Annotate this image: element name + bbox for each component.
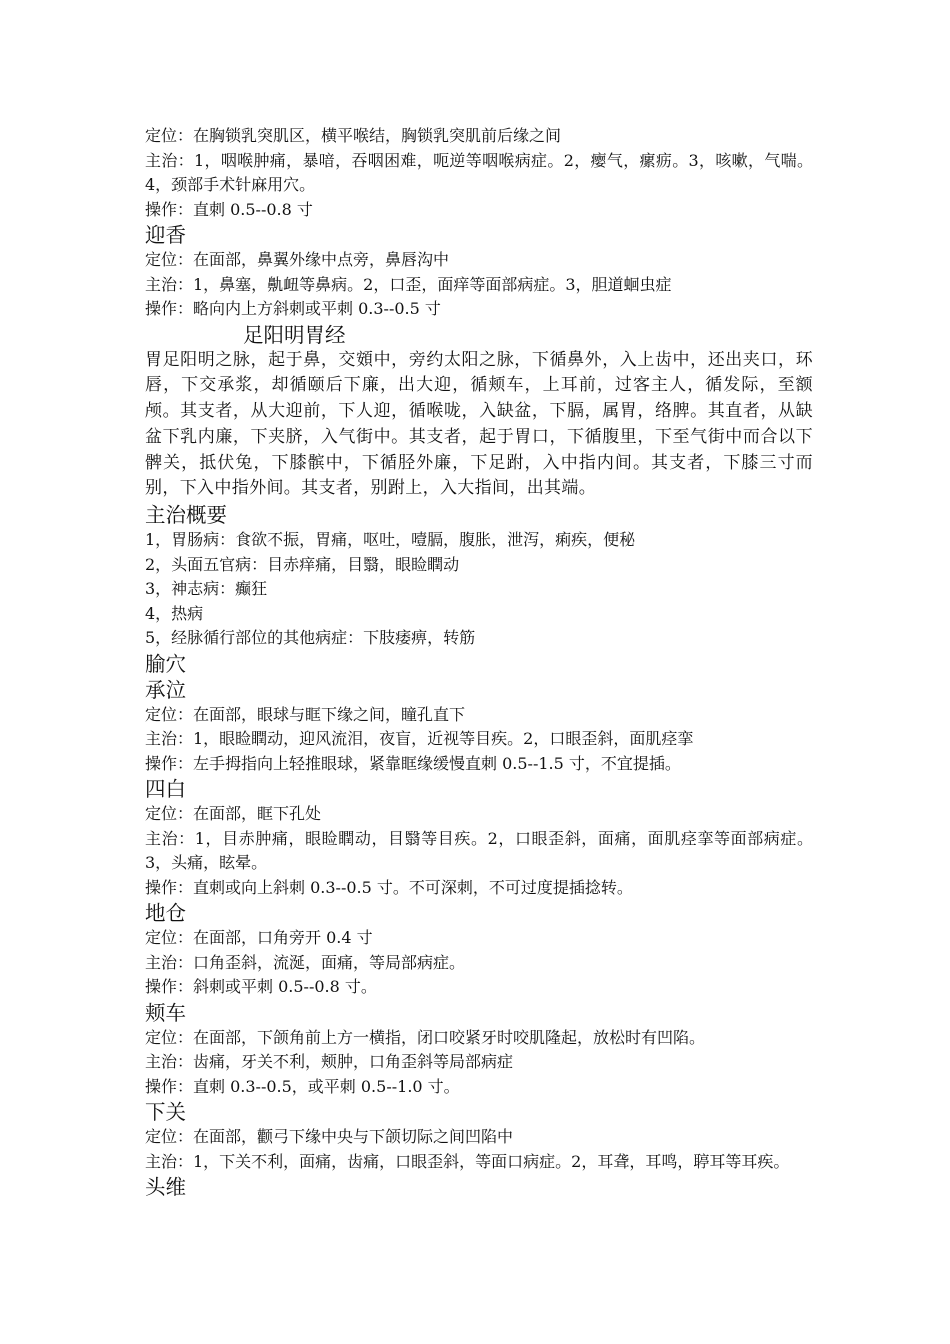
acupoint-title-yingxiang: 迎香 (145, 223, 186, 247)
acupoint-location: 定位：在面部，颧弓下缘中央与下颌切际之间凹陷中 (145, 1127, 514, 1147)
meridian-text: 胃足阳明之脉，起于鼻，交頞中，旁约太阳之脉，下循鼻外，入上齿中，还出夹口，环唇，下交承浆，却循颐后下廉，出大迎，循颊车，上耳前，过客主人，循发际，至额颅。其支者，从大迎前，下人迎，循喉咙，入缺盆，下膈，属胃，络脾。其直者，从缺盆下乳内廉，下夹脐，入气街中。其支者，起于胃口，下循腹里，下至气街中而合以下髀关，抵伏兔，下膝髌中，下循胫外廉，下足跗，入中指内间。其支者，下膝三寸而别，下入中指外间。其支者，别跗上，入大指间，出其端。 (145, 349, 813, 499)
acupoint-title-touwei: 头维 (145, 1175, 186, 1200)
summary-title: 主治概要 (145, 503, 227, 528)
summary-item: 2，头面五官病：目赤痒痛，目翳，眼睑瞤动 (145, 554, 460, 574)
acupoint-operation: 操作：直刺或向上斜刺 0.3--0.5 寸。不可深刺，不可过度提插捻转。 (145, 877, 633, 897)
acupoint-indication: 主治：1，眼睑瞤动，迎风流泪，夜盲，近视等目疾。2，口眼歪斜，面肌痉挛 (145, 729, 694, 749)
summary-item: 4，热病 (145, 603, 204, 623)
acupoint-operation: 操作：左手拇指向上轻推眼球，紧靠眶缘缓慢直刺 0.5--1.5 寸，不宜提插。 (145, 753, 681, 773)
acupoint-location: 定位：在面部，眼球与眶下缘之间，瞳孔直下 (145, 704, 466, 724)
acupoint-indication: 主治：1，鼻塞，鼽衄等鼻病。2，口歪，面痒等面部病症。3，胆道蛔虫症 (145, 274, 672, 294)
acupoint-title-xiaguan: 下关 (145, 1100, 186, 1125)
summary-item: 1，胃肠病：食欲不振，胃痛，呕吐，噎膈，腹胀，泄泻，痢疾，便秘 (145, 530, 636, 550)
acupoint-title-chengqi: 承泣 (145, 677, 186, 702)
acupoint-operation: 操作：略向内上方斜刺或平刺 0.3--0.5 寸 (145, 299, 441, 318)
acupoint-indication: 主治：1，下关不利，面痛，齿痛，口眼歪斜，等面口病症。2，耳聋，耳鸣，聤耳等耳疾。 (145, 1151, 790, 1171)
document-page (145, 124, 813, 1200)
acupoint-indication: 主治：1，咽喉肿痛，暴喑，吞咽困难，呃逆等咽喉病症。2，瘿气，瘰疬。3，咳嗽，气喘。4，颈部手术针麻用穴。 (145, 150, 813, 194)
acupoint-location: 定位：在面部，眶下孔处 (145, 804, 322, 824)
acupoint-location: 定位：在面部，鼻翼外缘中点旁，鼻唇沟中 (145, 250, 450, 269)
summary-item: 3，神志病：癫狂 (145, 579, 268, 599)
section-title-shuxue: 腧穴 (145, 651, 186, 676)
acupoint-indication: 主治：口角歪斜，流涎，面痛，等局部病症。 (145, 952, 466, 972)
acupoint-location: 定位：在面部，下颌角前上方一横指，闭口咬紧牙时咬肌隆起，放松时有凹陷。 (145, 1027, 706, 1047)
acupoint-title-jiache: 颊车 (145, 1000, 186, 1025)
acupoint-location: 定位：在胸锁乳突肌区，横平喉结，胸锁乳突肌前后缘之间 (145, 126, 562, 145)
acupoint-title-sibai: 四白 (145, 777, 186, 802)
acupoint-location: 定位：在面部，口角旁开 0.4 寸 (145, 928, 373, 948)
acupoint-operation: 操作：直刺 0.3--0.5，或平刺 0.5--1.0 寸。 (145, 1076, 460, 1096)
summary-item: 5，经脉循行部位的其他病症：下肢痿痹，转筋 (145, 628, 476, 648)
acupoint-operation: 操作：直刺 0.5--0.8 寸 (145, 199, 313, 219)
acupoint-title-dicang: 地仓 (145, 901, 186, 926)
acupoint-indication: 主治：1，目赤肿痛，眼睑瞤动，目翳等目疾。2，口眼歪斜，面痛，面肌痉挛等面部病症。3，头痛，眩晕。 (145, 828, 813, 873)
acupoint-operation: 操作：斜刺或平刺 0.5--0.8 寸。 (145, 977, 377, 997)
acupoint-indication: 主治：齿痛，牙关不利，颊肿，口角歪斜等局部病症 (145, 1052, 514, 1072)
meridian-title: 足阳明胃经 (243, 322, 346, 347)
